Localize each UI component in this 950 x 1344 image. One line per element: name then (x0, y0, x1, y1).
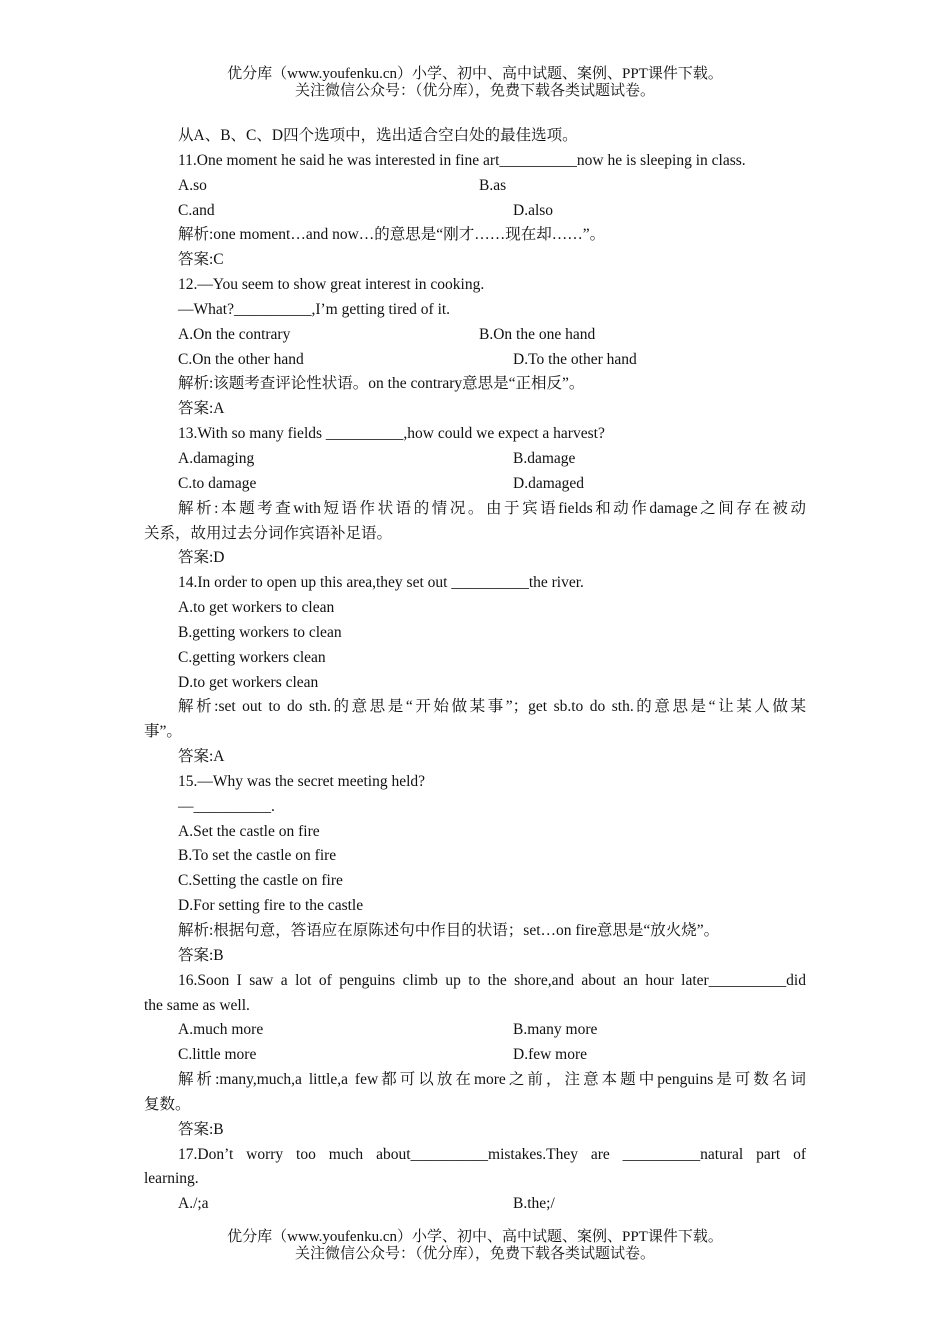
q16-option-b: B.many more (513, 1021, 598, 1039)
q11-option-c: C.and (178, 201, 215, 219)
q11-option-d: D.also (513, 201, 554, 219)
q14-analysis-1: 解析:set out to do sth.的意思是“开始做某事”；get sb.to do sth.的意思是“让某人做某 (178, 698, 806, 716)
q12-option-d: D.To the other hand (513, 350, 637, 368)
q15-option-c: C.Setting the castle on fire (178, 872, 343, 890)
q13-option-c: C.to damage (178, 474, 257, 492)
q16-answer: 答案:B (178, 1120, 224, 1138)
q13-stem: 13.With so many fields __________,how could we expect a harvest? (178, 425, 605, 443)
q16-option-a: A.much more (178, 1021, 264, 1039)
q12-option-a: A.On the contrary (178, 325, 291, 343)
q11-answer: 答案:C (178, 251, 224, 269)
q14-option-d: D.to get workers clean (178, 673, 319, 691)
q15-stem-1: 15.—Why was the secret meeting held? (178, 772, 426, 790)
q12-option-b: B.On the one hand (479, 325, 596, 343)
q13-options-row-1 (144, 447, 806, 472)
q16-stem-2: the same as well. (144, 996, 250, 1014)
q11-options-row-1 (144, 174, 806, 199)
q14-option-c: C.getting workers clean (178, 648, 326, 666)
q12-options-row-1 (144, 323, 806, 348)
q16-options-row-2 (144, 1043, 806, 1068)
q11-options-row-2 (144, 199, 806, 224)
q12-option-c: C.On the other hand (178, 350, 304, 368)
q14-option-a: A.to get workers to clean (178, 599, 335, 617)
q16-analysis-1: 解析:many,much,a little,a few都可以放在more之前，注意本题中penguins是可数名词 (178, 1071, 806, 1089)
q11-option-a: A.so (178, 176, 207, 194)
q17-options-row-1 (144, 1192, 806, 1217)
q11-stem: 11.One moment he said he was interested in fine art__________now he is sleeping in class. (178, 151, 746, 169)
q13-analysis-2: 关系，故用过去分词作宾语补足语。 (144, 524, 393, 542)
q16-option-c: C.little more (178, 1046, 257, 1064)
q16-stem-1: 16.Soon I saw a lot of penguins climb up to the shore,and about an hour later__________did (178, 971, 806, 989)
q17-option-b: B.the;/ (513, 1195, 555, 1213)
instruction: 从A、B、C、D四个选项中，选出适合空白处的最佳选项。 (178, 127, 578, 144)
q14-analysis-2: 事”。 (144, 723, 182, 741)
q17-stem-2: learning. (144, 1170, 199, 1188)
exercise-content (144, 124, 806, 1217)
q13-answer: 答案:D (178, 549, 225, 567)
q14-answer: 答案:A (178, 748, 225, 766)
q14-stem: 14.In order to open up this area,they set out __________the river. (178, 574, 584, 592)
q12-analysis: 解析:该题考查评论性状语。on the contrary意思是“正相反”。 (178, 375, 585, 393)
q11-analysis: 解析:one moment…and now…的意思是“刚才……现在却……”。 (178, 226, 606, 244)
q13-option-d: D.damaged (513, 474, 585, 492)
q11-option-b: B.as (479, 176, 507, 194)
page-footer (0, 1229, 950, 1263)
q13-option-b: B.damage (513, 449, 576, 467)
q17-stem-1: 17.Don’t worry too much about__________mistakes.They are __________natural part of (178, 1145, 806, 1163)
q13-option-a: A.damaging (178, 449, 255, 467)
q12-options-row-2 (144, 348, 806, 373)
header-line-1: 优分库（www.youfenku.cn）小学、初中、高中试题、案例、PPT课件下载。 (227, 66, 723, 82)
q14-option-b: B.getting workers to clean (178, 623, 342, 641)
q15-analysis: 解析:根据句意，答语应在原陈述句中作目的状语；set…on fire意思是“放火烧”。 (178, 922, 720, 939)
q15-option-a: A.Set the castle on fire (178, 822, 320, 840)
page-header (0, 66, 950, 100)
q15-option-d: D.For setting fire to the castle (178, 897, 364, 915)
q16-analysis-2: 复数。 (144, 1095, 191, 1113)
q15-option-b: B.To set the castle on fire (178, 847, 337, 865)
q15-stem-2: —__________. (178, 797, 275, 815)
footer-line-1: 优分库（www.youfenku.cn）小学、初中、高中试题、案例、PPT课件下载。 (227, 1229, 723, 1245)
q13-options-row-2 (144, 472, 806, 497)
q12-stem-1: 12.—You seem to show great interest in cooking. (178, 276, 485, 294)
q12-stem-2: —What?__________,I’m getting tired of it. (178, 300, 451, 318)
q16-option-d: D.few more (513, 1046, 588, 1064)
footer-line-2: 关注微信公众号：（优分库），免费下载各类试题试卷。 (294, 1246, 655, 1262)
q16-options-row-1 (144, 1018, 806, 1043)
header-line-2: 关注微信公众号：（优分库），免费下载各类试题试卷。 (294, 83, 655, 99)
q15-answer: 答案:B (178, 946, 224, 964)
q17-option-a: A./;a (178, 1195, 209, 1213)
q13-analysis-1: 解析:本题考查with短语作状语的情况。由于宾语fields和动作damage之间存在被动 (178, 499, 806, 517)
q12-answer: 答案:A (178, 400, 225, 418)
